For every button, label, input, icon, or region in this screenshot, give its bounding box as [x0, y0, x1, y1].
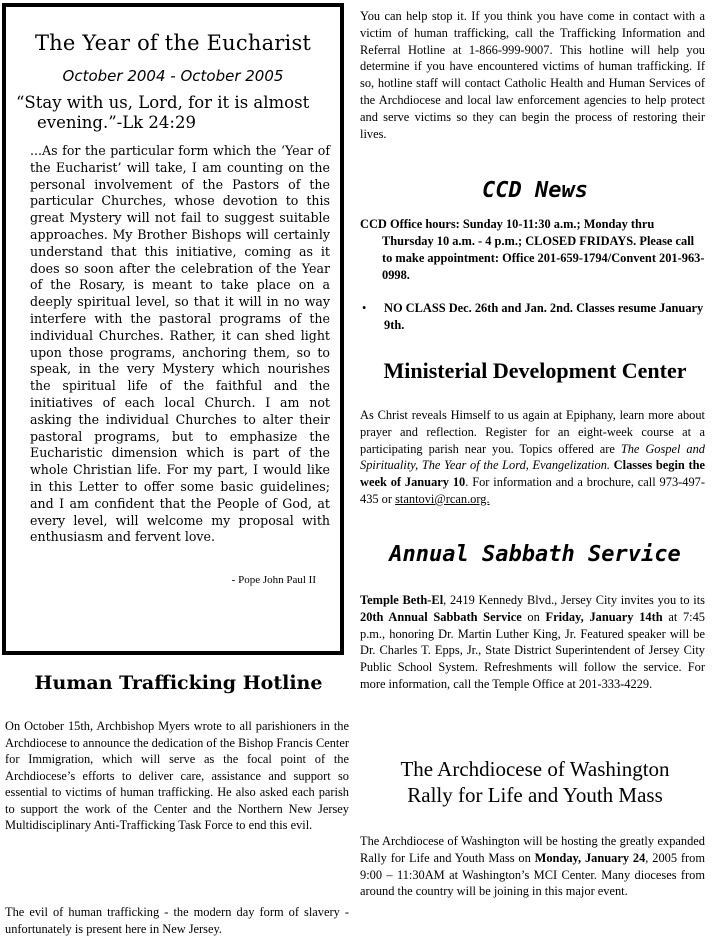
- eucharist-title: The Year of the Eucharist: [34, 31, 312, 55]
- washington-title-line-1: The Archdiocese of Washington: [400, 757, 670, 781]
- eucharist-signature: - Pope John Paul II: [231, 574, 316, 587]
- right-column: [360, 0, 710, 939]
- eucharist-quote: “Stay with us, Lord, for it is almost evening.”-Lk 24:29: [16, 93, 310, 132]
- trafficking-paragraph-3: You can help stop it. If you think you have come in contact with a victim of human trafficking, call the Trafficking Information and Referral Hotline at 1-866-999-9007. This hotline will help you determine if you have encountered victims of human trafficking. If so, hotline staff will contact Catholic Health and Human Services of the Archdiocese and local law enforcement agencies to help protect and serve victims so they can begin the process of restoring their lives.: [360, 9, 705, 141]
- bullet-icon: •: [362, 301, 367, 315]
- trafficking-title: Human Trafficking Hotline: [34, 672, 323, 694]
- ministerial-topics: The Gospel and Spirituality, The Year of the Lord, Evangelization.: [360, 441, 705, 473]
- ministerial-email-link[interactable]: stantovi@rcan.org.: [395, 491, 490, 506]
- washington-date: Monday, January 24: [534, 850, 646, 865]
- ccd-title: CCD News: [482, 178, 588, 203]
- ministerial-classes: Classes begin the week of January 10: [360, 458, 705, 490]
- washington-title-line-2: Rally for Life and Youth Mass: [407, 783, 663, 807]
- washington-paragraph: [360, 833, 705, 900]
- ministerial-paragraph: [360, 407, 705, 508]
- sabbath-text-b: on: [521, 609, 546, 624]
- sabbath-paragraph: [360, 592, 705, 693]
- ministerial-text-b: . For information and a brochure, call 973-497-435 or: [360, 475, 705, 506]
- sabbath-text-c: at 7:45 p.m., honoring Dr. Martin Luther King, Jr. Featured speaker will be Dr. Charles T. Epps, Jr., State District Superintendent of Jersey City Public School System. Refreshments will follow the service. For more information, call the Temple Office at 201-333-4229.: [360, 609, 706, 691]
- trafficking-paragraph-1: On October 15th, Archbishop Myers wrote to all parishioners in the Archdiocese to announce the dedication of the Bishop Francis Center for Immigration, which will serve as the focal point of the Archdiocese’s efforts to deliver care, assistance and support so essential to victims of human trafficking. He also asked each parish to support the work of the Center and the Northern New Jersey Multidisciplinary Anti-Trafficking Task Force to end this evil.: [5, 719, 349, 832]
- washington-title: [360, 756, 710, 808]
- ministerial-text-a: As Christ reveals Himself to us again at Epiphany, learn more about prayer and reflection. Register for an eight-week course at a participating parish near you. Topics offered are: [360, 408, 705, 456]
- eucharist-box: [2, 3, 344, 655]
- eucharist-dates: October 2004 - October 2005: [62, 67, 284, 85]
- sabbath-title: Annual Sabbath Service: [389, 542, 681, 567]
- washington-text-b: , 2005 from 9:00 – 11:30AM at Washington’s MCI Center. Many dioceses from around the country will be joining in this major event.: [360, 850, 705, 899]
- sabbath-event: 20th Annual Sabbath Service: [360, 609, 522, 624]
- sabbath-text-a: , 2419 Kennedy Blvd., Jersey City invites you to its: [443, 593, 705, 607]
- ccd-bullet-text: NO CLASS Dec. 26th and Jan. 2nd. Classes resume January 9th.: [384, 301, 704, 332]
- washington-text-a: The Archdiocese of Washington will be hosting the greatly expanded Rally for Life and Youth Mass on: [360, 834, 705, 865]
- sabbath-temple: Temple Beth-El: [360, 593, 444, 607]
- ccd-hours: CCD Office hours: Sunday 10-11:30 a.m.; Monday thru Thursday 10 a.m. - 4 p.m.; CLOSED FRIDAYS. Please call to make appointment: Office 201-659-1794/Convent 201-963-0998.: [360, 217, 705, 282]
- trafficking-paragraph-2: The evil of human trafficking - the modern day form of slavery - unfortunately is present here in New Jersey.: [5, 905, 349, 936]
- sabbath-date: Friday, January 14th: [545, 609, 663, 624]
- eucharist-body: ...As for the particular form which the ‘Year of the Eucharist’ will take, I am counting on the personal involvement of the Pastors of the particular Churches, whose devotion to this great Mystery will not fail to suggest suitable approaches. My Brother Bishops will certainly understand that this initiative, coming as it does so soon after the celebration of the Year of the Rosary, is meant to take place on a deeply spiritual level, so that it will in no way interfere with the pastoral programs of the individual Churches. Rather, it can shed light upon those programs, anchoring them, so to speak, in the very Mystery which nourishes the spiritual life of the faithful and the initiatives of each local Church. I am not asking the individual Churches to alter their pastoral programs, but to emphasize the Eucharistic dimension which is part of the whole Christian life. For my part, I would like in this Letter to offer some basic guidelines; and I am confident that the People of God, at every level, will welcome my proposal with enthusiasm and fervent love.: [30, 143, 330, 545]
- ccd-bullet: [360, 300, 705, 334]
- ministerial-title: Ministerial Development Center: [383, 358, 687, 383]
